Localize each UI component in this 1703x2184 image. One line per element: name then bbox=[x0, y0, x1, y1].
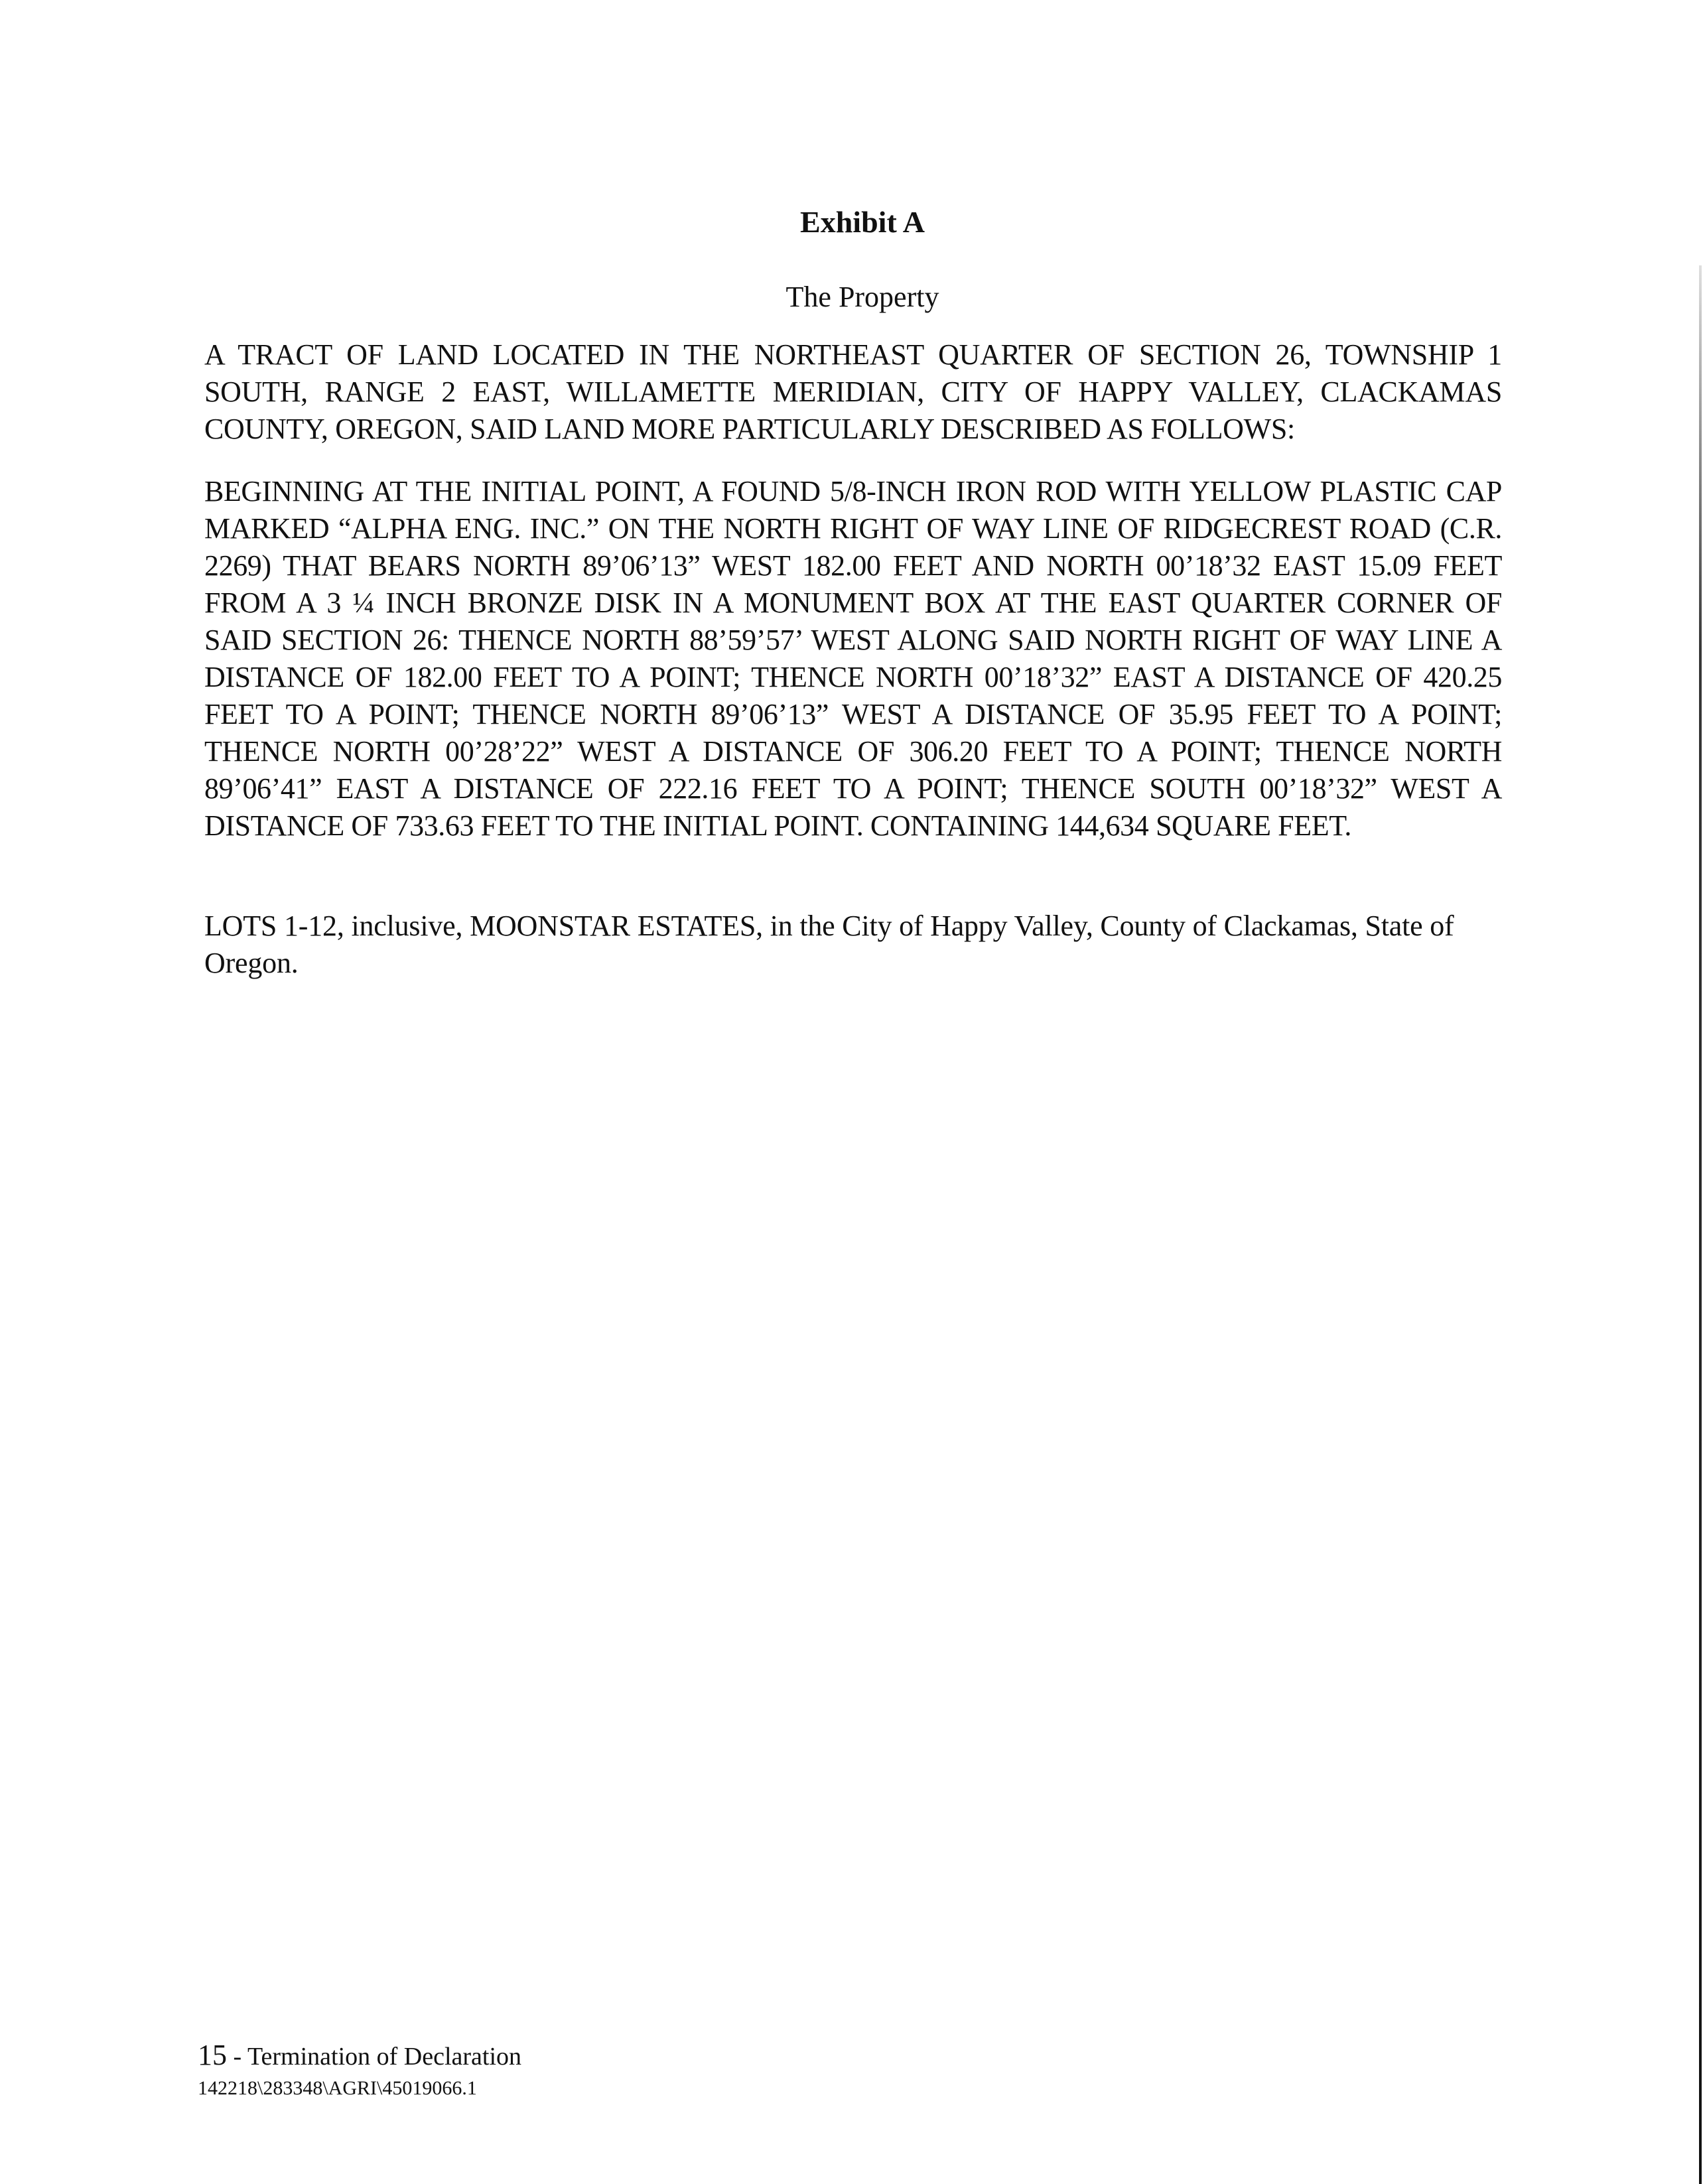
exhibit-subtitle: The Property bbox=[785, 281, 939, 313]
footer-separator: - bbox=[227, 2043, 247, 2071]
scan-edge-line bbox=[1699, 265, 1702, 2184]
footer-document-id: 142218\283348\AGRI\45019066.1 bbox=[198, 2077, 477, 2099]
footer-page-number: 15 bbox=[198, 2039, 227, 2071]
legal-description-paragraph: BEGINNING AT THE INITIAL POINT, A FOUND 5/8-INCH IRON ROD WITH YELLOW PLASTIC CAP MARKED “ALPHA ENG. INC.” ON THE NORTH RIGHT OF WAY LINE OF RIDGECREST ROAD (C.R. 2269) THAT BEARS NORTH 89’06’13” WEST 182.00 FEET AND NORTH 00’18’32 EAST 15.09 FEET FROM A 3 ¼ INCH BRONZE DISK IN A MONUMENT BOX AT THE EAST QUARTER CORNER OF SAID SECTION 26: THENCE NORTH 88’59’57’ WEST ALONG SAID NORTH RIGHT OF WAY LINE A DISTANCE OF 182.00 FEET TO A POINT; THENCE NORTH 00’18’32” EAST A DISTANCE OF 420.25 FEET TO A POINT; THENCE NORTH 89’06’13” WEST A DISTANCE OF 35.95 FEET TO A POINT; THENCE NORTH 00’28’22” WEST A DISTANCE OF 306.20 FEET TO A POINT; THENCE NORTH 89’06’41” EAST A DISTANCE OF 222.16 FEET TO A POINT; THENCE SOUTH 00’18’32” WEST A DISTANCE OF 733.63 FEET TO THE INITIAL POINT. CONTAINING 144,634 SQUARE FEET. bbox=[204, 475, 1502, 842]
tract-description-paragraph: A TRACT OF LAND LOCATED IN THE NORTHEAST QUARTER OF SECTION 26, TOWNSHIP 1 SOUTH, RANGE 2 EAST, WILLAMETTE MERIDIAN, CITY OF HAPPY VALLEY, CLACKAMAS COUNTY, OREGON, SAID LAND MORE PARTICULARLY DESCRIBED AS FOLLOWS: bbox=[204, 338, 1502, 445]
lots-paragraph: LOTS 1-12, inclusive, MOONSTAR ESTATES, in the City of Happy Valley, County of Clackamas, State of Oregon. bbox=[204, 910, 1454, 979]
footer-document-title: Termination of Declaration bbox=[247, 2043, 522, 2071]
exhibit-title: Exhibit A bbox=[800, 205, 925, 239]
footer-page-title bbox=[198, 2039, 521, 2073]
